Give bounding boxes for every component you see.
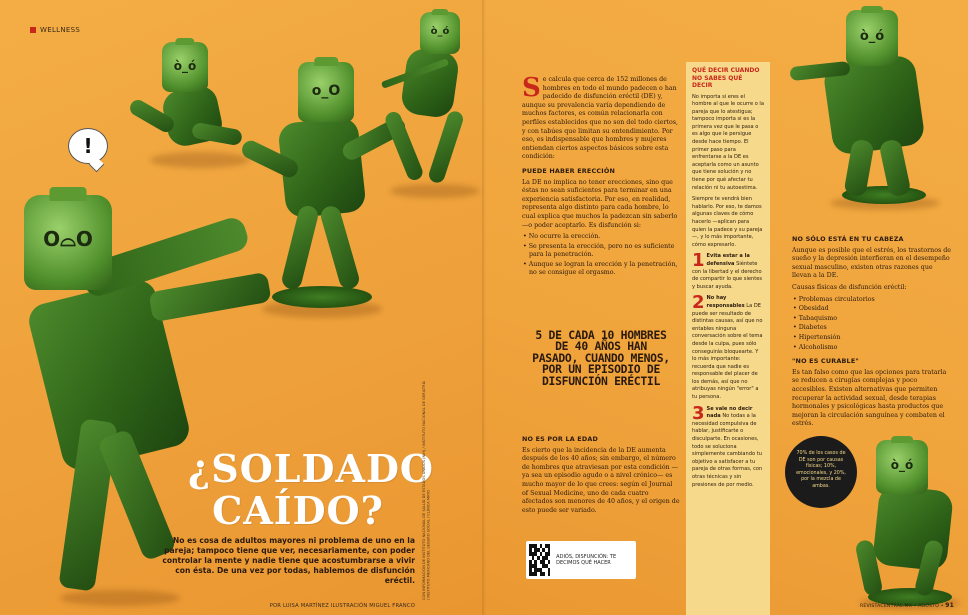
tip-step-2	[692, 292, 764, 401]
subhead-no-es-curable: "NO ES CURABLE"	[792, 357, 859, 366]
list-item: • Diabetes	[793, 324, 827, 332]
paragraph-2: Es cierto que la incidencia de la DE aumenta después de los 40 años; sin embargo, el número de hombres que atraviesan por esta condición —ya sea un episodio agudo o a nivel crónico— es mucho mayor de lo que crees: según el Journal of Sexual Medicine, uno de cada cuatro afectados son menores de 40 años, y el origen de esto puede ser variado.	[522, 446, 680, 514]
spine-gutter	[482, 0, 486, 615]
article-title: ¿SOLDADO CAÍDO?	[188, 446, 435, 533]
step-title: Evita estar a la defensiva	[706, 253, 750, 267]
section-marker-icon	[30, 27, 36, 33]
sidebar-intro-2: Siempre te vendrá bien hablarlo. Por eso, te damos algunas claves de cómo hacerlo —aplican para quien la padece y su pareja—, y lo más importante, cómo expresarlo.	[692, 196, 763, 248]
causes-list	[792, 296, 952, 353]
list-item: • Obesidad	[793, 305, 829, 313]
step-text: No todas a la necesidad compulsiva de hablar, justificarte o disculparte. En ocasiones, todo se soluciona simplemente cambiando tu objetivo a satisfacer a tu pareja de otras formas, con otras técnicas y sin presiones de por medio.	[692, 413, 763, 488]
article-column-3	[792, 230, 952, 432]
step-text: Siéntete con la libertad y el derecho de compartir lo que sientes y buscar ayuda.	[692, 260, 763, 290]
step-number: 3	[692, 402, 705, 424]
list-item: • Se presenta la erección, pero no es suficiente para la penetración.	[523, 242, 675, 259]
list-item: • No ocurre la erección.	[523, 233, 601, 241]
step-title: No hay responsables	[706, 295, 745, 309]
tip-step-3	[692, 402, 764, 490]
section-tag	[30, 26, 80, 34]
subhead-no-solo-esta-en-tu-cabeza: NO SÓLO ESTÁ EN TU CABEZA	[792, 235, 904, 243]
page-footer	[860, 602, 954, 609]
step-number: 1	[692, 250, 705, 272]
stat-circle: 70% de los casos de DE son por causas físicas; 10%, emocionales, y 20%, por la mezcla de ambas.	[785, 436, 857, 508]
paragraph-4: Es tan falso como que las opciones para tratarla se reducen a cirugías complejas y poco accesibles. Existen alternativas que permiten recuperar la actividad sexual, desde terapias hormonales y psicológicas hasta productos que mejoran la circulación sanguínea y combaten el estrés.	[792, 368, 947, 428]
sources-credit: CON INFORMACIÓN DE INSTITUTO NACIONAL DE SALUD DE ESTADOS UNIDOS (NIH) / INSTITUTO NACIONAL DE GERIATRÍA / INSTITUTO MEXICANO DEL SEGURO SOCIAL / CLÍNICA MAYO	[422, 380, 431, 600]
list-item: • Aunque se logran la erección y la penetración, no se consigue el orgasmo.	[523, 260, 678, 277]
section-label: WELLNESS	[40, 26, 81, 34]
byline: POR LUISA MARTÍNEZ ILUSTRACIÓN MIGUEL FRANCO	[269, 603, 415, 609]
subhead-no-es-por-la-edad: NO ES POR LA EDAD	[522, 435, 599, 443]
intro-paragraph: Se calcula que cerca de 152 millones de hombres en todo el mundo padecen o han padecido de disfunción eréctil (DE) y, aunque su prevalencia varía dependiendo de muchos factores, es común relacionarla con perfiles establecidos que no son del todo ciertos, y con tabúes que limitan su entendimiento. Por eso, es indispensable que hombres y mujeres entiendan ciertos aspectos básicos sobre esta condición:	[522, 73, 679, 161]
article-column-1b	[522, 430, 680, 515]
qr-label: ADIÓS, DISFUNCIÓN: TE DECIMOS QUÉ HACER	[556, 554, 617, 566]
list-item: • Problemas circulatorios	[793, 295, 875, 303]
pull-quote: 5 DE CADA 10 HOMBRES DE 40 AÑOS HAN PASADO, CUANDO MENOS, POR UN EPISODIO DE DISFUNCIÓN ERÉCTIL	[532, 328, 670, 388]
step-title: Se vale no decir nada	[706, 405, 753, 420]
sidebar-intro: No importa si eres el hombre al que le ocurre o la pareja que lo atestigua; tampoco importa si es la primera vez que le pasa o es algo que le persigue desde hace tiempo. El primer paso para enfrentarse a la DE es aceptarla como un asunto que tiene solución y no tiene por qué afectar tu relación ni tu autoestima.	[692, 93, 764, 191]
article-column-1	[522, 73, 680, 279]
drop-cap: S	[522, 73, 541, 103]
subhead-puede-haber-ereccion: PUEDE HABER ERECCIÓN	[522, 166, 616, 175]
causes-title: Causas físicas de disfunción eréctil:	[792, 283, 907, 291]
paragraph-1: La DE no implica no tener erecciones, sino que éstas no sean suficientes para terminar en una experiencia satisfactoria. Por eso, en realidad, representa algo distinto para cada hombre, lo cual explica que muchos la padezcan sin saberlo —o poder aceptarlo. Es disfunción si:	[522, 178, 678, 229]
qr-code-icon[interactable]	[529, 544, 550, 576]
page-number: 91	[945, 602, 955, 609]
symptom-list	[522, 233, 680, 278]
step-text: La DE puede ser resultado de distintas causas, así que no entables ninguna conversación sobre el tema desde la culpa, pues sólo conseguirás bloquearte. Y lo más importante: recuerda que nadie es responsable del placer de los demás, así que no atribuyas ningún "error" a tu persona.	[692, 302, 763, 401]
list-item: • Hipertensión	[793, 333, 841, 341]
footer-site: REVISTACENTRAL.MX • AGOSTO •	[860, 604, 944, 609]
tips-sidebar	[686, 62, 770, 615]
qr-callout[interactable]	[526, 541, 636, 579]
list-item: • Tabaquismo	[793, 314, 838, 322]
sidebar-title: QUÉ DECIR CUANDO NO SABES QUÉ DECIR	[692, 67, 760, 89]
list-item: • Alcoholismo	[793, 343, 838, 351]
step-number: 2	[692, 292, 705, 314]
tip-step-1	[692, 250, 764, 291]
exclamation-speech-bubble: !	[68, 128, 108, 164]
paragraph-3: Aunque es posible que el estrés, los trastornos de sueño y la depresión interfieran en el desempeño sexual masculino, existen otras razones que llevan a la DE.	[792, 246, 952, 280]
article-deck: No es cosa de adultos mayores ni problema de uno en la pareja; tampoco tiene que ver, necesariamente, con poder controlar la mente y nadie tiene que acostumbrarse a vivir con ésta. De una vez por todas, hablemos de disfunción eréctil.	[162, 536, 415, 585]
